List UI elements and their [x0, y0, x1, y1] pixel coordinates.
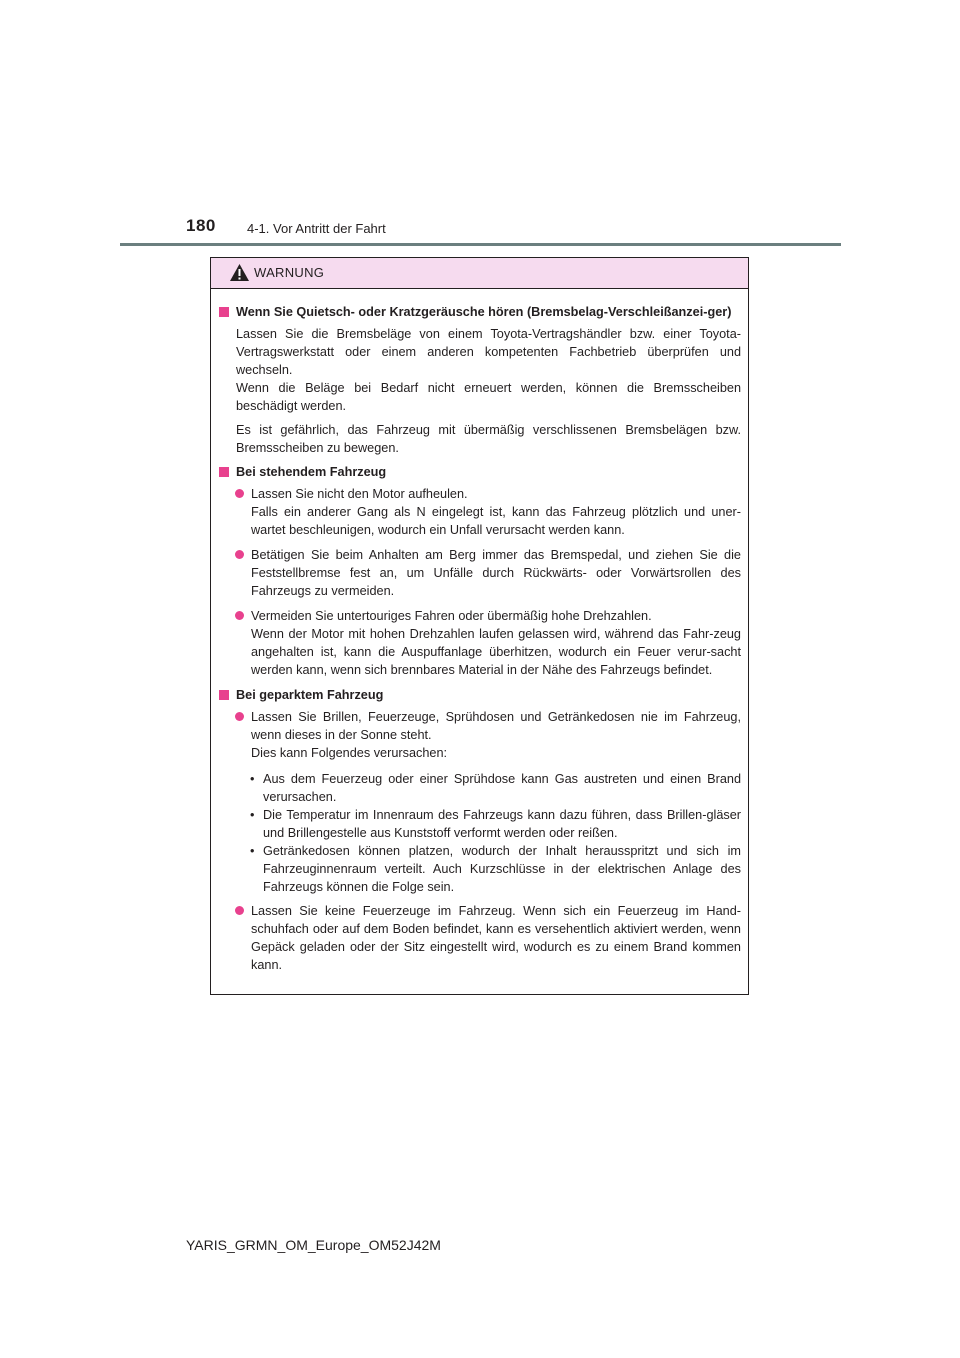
list-item: Lassen Sie Brillen, Feuerzeuge, Sprühdosen und Getränkedosen nie im Fahrzeug, wenn dieses in der Sonne steht. Dies kann Folgendes verursachen:: [227, 708, 741, 762]
paragraph: Lassen Sie die Bremsbeläge von einem Toyota-Vertragshändler bzw. einer Toyota-Vertragswerkstatt oder einem anderen kompetenten Fachbetrieb überprüfen und wechseln.: [236, 327, 741, 377]
warning-box: [210, 257, 749, 995]
sub-list-item: • Getränkedosen können platzen, wodurch der Inhalt herausspritzt und sich im Fahrzeuginnenraum verteilt. Auch Kurzschlüsse in der elektrischen Anlage des Fahrzeugs können die Folge sein.: [250, 844, 741, 894]
list-item: Lassen Sie nicht den Motor aufheulen. Falls ein anderer Gang als N eingelegt ist, kann das Fahrzeug plötzlich und uner-wartet beschleunigen, wodurch ein Unfall verursacht werden kann.: [227, 485, 741, 539]
document-id: YARIS_GRMN_OM_Europe_OM52J42M: [186, 1237, 441, 1253]
square-bullet-icon: [219, 307, 229, 317]
circle-bullet-icon: [235, 611, 244, 620]
section-heading: Bei geparktem Fahrzeug: [219, 686, 741, 704]
header-divider: [120, 243, 841, 246]
circle-bullet-icon: [235, 906, 244, 915]
paragraph: Es ist gefährlich, das Fahrzeug mit übermäßig verschlissenen Bremsbelägen bzw. Bremsscheiben zu bewegen.: [236, 423, 741, 455]
list-item: Lassen Sie keine Feuerzeuge im Fahrzeug. Wenn sich ein Feuerzeug im Hand-schuhfach oder auf dem Boden befindet, kann es versehentlich aktiviert werden, wenn Gepäck geladen oder der Sitz eingestellt wird, wodurch es zu einem Brand kommen kann.: [227, 902, 741, 974]
sub-list: [219, 770, 741, 896]
paragraph: Wenn die Beläge bei Bedarf nicht erneuert werden, können die Bremsscheiben beschädigt werden.: [236, 381, 741, 413]
list-item: Betätigen Sie beim Anhalten am Berg immer das Bremspedal, und ziehen Sie die Feststellbremse fest an, um Unfälle durch Rückwärts- oder Vorwärtsrollen des Fahrzeugs zu vermeiden.: [227, 546, 741, 600]
section-heading: Bei stehendem Fahrzeug: [219, 463, 741, 481]
warning-triangle-icon: [229, 263, 250, 282]
square-bullet-icon: [219, 690, 229, 700]
sub-list-item: • Aus dem Feuerzeug oder einer Sprühdose kann Gas austreten und einen Brand verursachen.: [250, 772, 741, 804]
section-title: 4-1. Vor Antritt der Fahrt: [247, 221, 386, 236]
circle-bullet-icon: [235, 550, 244, 559]
section-heading: Wenn Sie Quietsch- oder Kratzgeräusche hören (Bremsbelag-Verschleißanzei-ger): [219, 303, 741, 321]
warning-title: WARNUNG: [254, 265, 325, 280]
warning-body: [211, 289, 748, 974]
square-bullet-icon: [219, 467, 229, 477]
sub-list-item: • Die Temperatur im Innenraum des Fahrzeugs kann dazu führen, dass Brillen-gläser und Brillengestelle aus Kunststoff verformt werden oder reißen.: [250, 808, 741, 840]
warning-header: [211, 258, 748, 289]
circle-bullet-icon: [235, 489, 244, 498]
circle-bullet-icon: [235, 712, 244, 721]
list-item: Vermeiden Sie untertouriges Fahren oder übermäßig hohe Drehzahlen. Wenn der Motor mit hohen Drehzahlen laufen gelassen wird, während das Fahr-zeug angehalten ist, kann die Auspuffanlage überhitzen, wodurch ein Feuer verur-sacht werden kann, wenn sich brennbares Material in der Nähe des Fahrzeugs befindet.: [227, 607, 741, 679]
page-number: 180: [186, 216, 216, 235]
